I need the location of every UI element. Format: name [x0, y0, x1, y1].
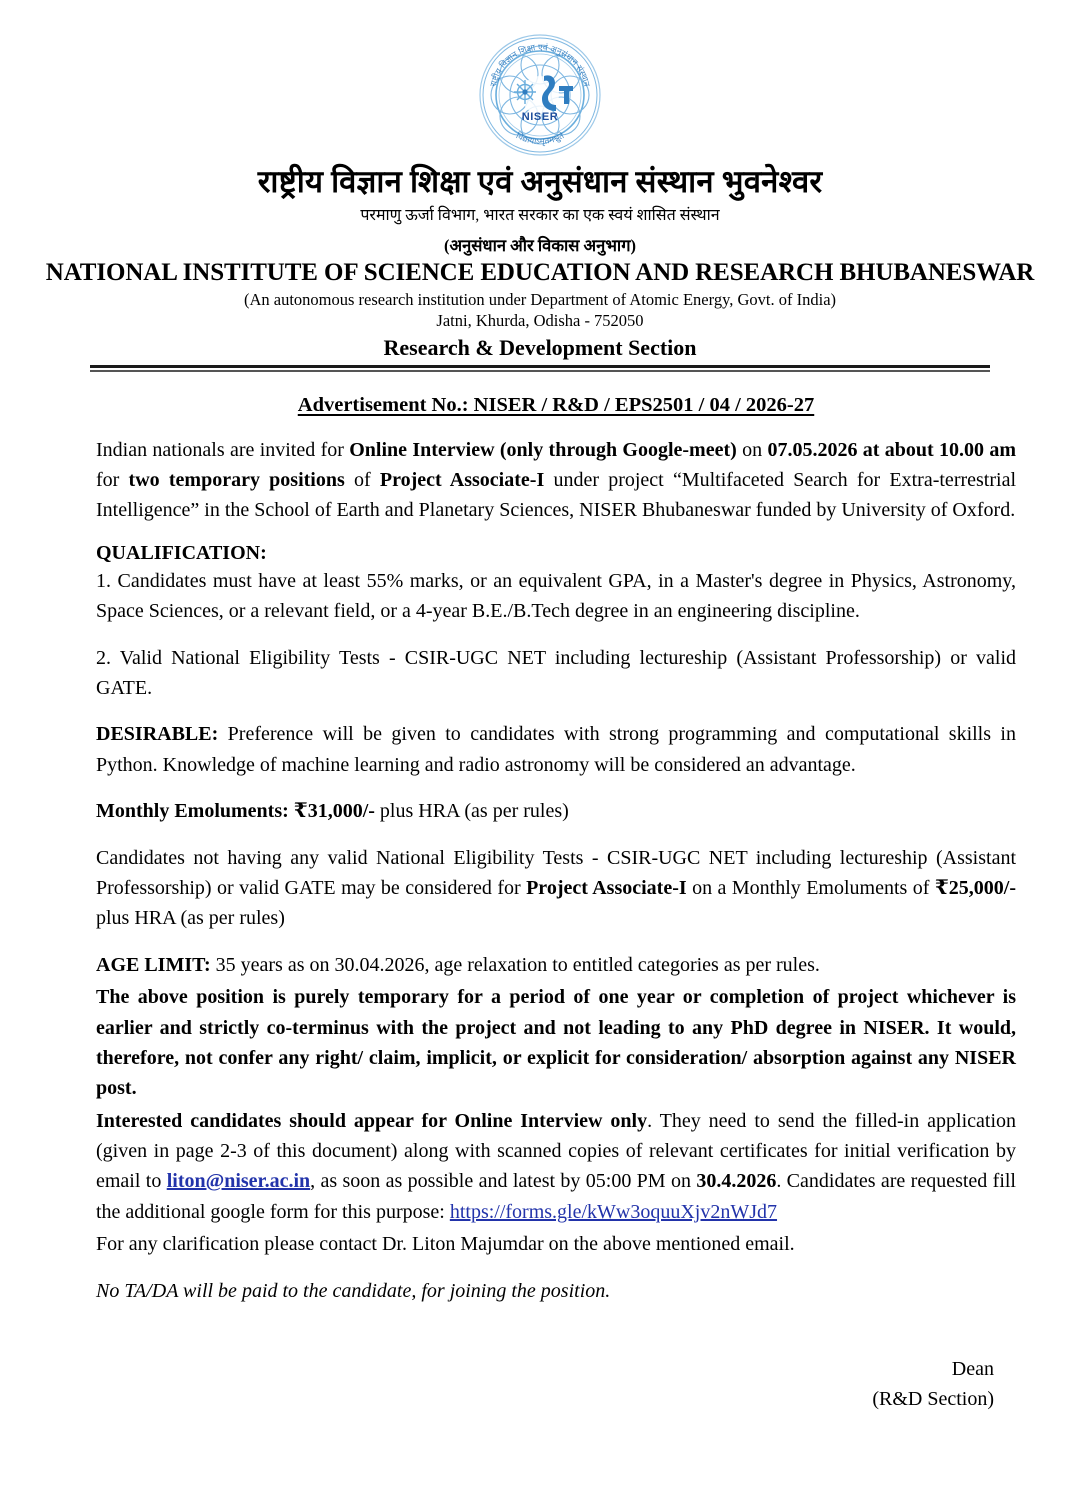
signature-block — [96, 1354, 1016, 1414]
svg-text:विद्यायाऽमृतमश्नुते: विद्यायाऽमृतमश्नुते — [514, 130, 566, 147]
application-text-b: . They need to send the filled-in application (given in page 2-3 of this document) along with scanned copies of relevant certificates for initial verification by email to — [96, 1109, 1016, 1193]
intro-interview-mode: Online Interview (only through Google-meet) — [349, 438, 737, 461]
desirable-paragraph — [96, 719, 1016, 780]
non-net-text-a: Candidates not having any valid National Eligibility Tests - CSIR-UGC NET including lectureship (Assistant Professorship) or valid GATE may be considered for — [96, 846, 1016, 899]
google-form-link[interactable]: https://forms.gle/kWw3oquuXjv2nWJd7 — [449, 1200, 778, 1223]
emoluments-text: plus HRA (as per rules) — [374, 800, 569, 823]
document-header — [0, 0, 1080, 372]
qualification-item-2: 2. Valid National Eligibility Tests - CSIR-UGC NET including lectureship (Assistant Professorship) or valid GATE. — [96, 646, 1016, 699]
intro-text-c: on — [736, 438, 768, 461]
advertisement-number: Advertisement No.: NISER / R&D / EPS2501 / 04 / 2026-27 — [297, 393, 815, 416]
hindi-institute-title: राष्ट्रीय विज्ञान शिक्षा एवं अनुसंधान संस्थान भुवनेश्वर — [257, 164, 823, 199]
application-text-c: , as soon as possible and latest by 05:00 PM on — [310, 1170, 697, 1193]
header-divider — [90, 365, 990, 372]
signature-designation: Dean — [951, 1358, 994, 1381]
non-net-text-e: plus HRA (as per rules) — [96, 907, 285, 930]
age-limit-text: 35 years as on 30.04.2026, age relaxation to entitled categories as per rules. — [210, 953, 820, 976]
clarification-paragraph: For any clarification please contact Dr. Liton Majumdar on the above mentioned email. — [96, 1233, 795, 1256]
intro-positions: two temporary positions — [128, 469, 345, 492]
no-tada-note: No TA/DA will be paid to the candidate, for joining the position. — [96, 1279, 611, 1302]
non-net-paragraph — [96, 843, 1016, 934]
svg-text:राष्ट्रीय विज्ञान शिक्षा एवं अ: राष्ट्रीय विज्ञान शिक्षा एवं अनुसंधान संस्थान — [487, 41, 593, 88]
application-deadline-date: 30.4.2026 — [696, 1170, 777, 1193]
application-text-d: . Candidates are requested fill the additional google form for this purpose: — [96, 1170, 1016, 1223]
non-net-text-c: on a Monthly Emoluments of — [686, 876, 935, 899]
intro-text-a: Indian nationals are invited for — [96, 438, 350, 461]
non-net-post-name: Project Associate-I — [526, 876, 687, 899]
niser-logo — [475, 30, 605, 160]
section-title: Research & Development Section — [383, 334, 697, 360]
intro-datetime: 07.05.2026 at about 10.00 am — [767, 438, 1016, 461]
emoluments-label: Monthly Emoluments: ₹31,000/- — [96, 800, 375, 823]
english-institute-title: NATIONAL INSTITUTE OF SCIENCE EDUCATION AND RESEARCH BHUBANESWAR — [45, 258, 1035, 286]
age-limit-paragraph — [96, 950, 1016, 980]
institute-description: (An autonomous research institution under Department of Atomic Energy, Govt. of India) — [243, 289, 837, 309]
contact-email-link[interactable]: liton@niser.ac.in — [166, 1170, 311, 1193]
application-paragraph — [96, 1106, 1016, 1228]
hindi-subtitle: परमाणु ऊर्जा विभाग, भारत सरकार का एक स्वयं शासित संस्थान — [360, 206, 720, 224]
desirable-text: Preference will be given to candidates with strong programming and computational skills in Python. Knowledge of machine learning and radio astronomy will be considered an advantage. — [96, 723, 1016, 776]
qualification-item-1: 1. Candidates must have at least 55% marks, or an equivalent GPA, in a Master's degree in Physics, Astronomy, Space Sciences, or a relevant field, or a 4-year B.E./B.Tech degree in an engineering discipline. — [96, 569, 1016, 623]
application-bold-lead: Interested candidates should appear for Online Interview only — [96, 1109, 648, 1132]
desirable-label: DESIRABLE: — [96, 723, 219, 746]
hindi-section-label: (अनुसंधान और विकास अनुभाग) — [444, 235, 636, 255]
qualification-heading: QUALIFICATION: — [96, 541, 267, 564]
temporary-position-notice: The above position is purely temporary for a period of one year or completion of project whichever is earlier and strictly co-terminus with the project and not leading to any PhD degree in NISER. It would, therefore, not confer any right/ claim, implicit, or explicit for consideration/ absorption against any NISER post. — [96, 986, 1016, 1100]
intro-paragraph — [96, 435, 1016, 526]
signature-section: (R&D Section) — [872, 1388, 994, 1411]
emoluments-paragraph — [96, 796, 1016, 826]
age-limit-label: AGE LIMIT: — [96, 953, 211, 976]
institute-address: Jatni, Khurda, Odisha - 752050 — [436, 310, 644, 330]
intro-project-text: under project “Multifaceted Search for Extra-terrestrial Intelligence” in the School of Earth and Planetary Sciences, NISER Bhubaneswar funded by University of Oxford. — [96, 469, 1017, 522]
document-body — [96, 394, 1016, 1414]
intro-post-name: Project Associate-I — [379, 469, 545, 492]
niser-logo-icon — [475, 30, 605, 160]
non-net-amount: ₹25,000/- — [934, 876, 1016, 899]
intro-text-e: for — [96, 469, 129, 492]
intro-text-g: of — [344, 469, 380, 492]
svg-text:NISER: NISER — [521, 111, 559, 123]
